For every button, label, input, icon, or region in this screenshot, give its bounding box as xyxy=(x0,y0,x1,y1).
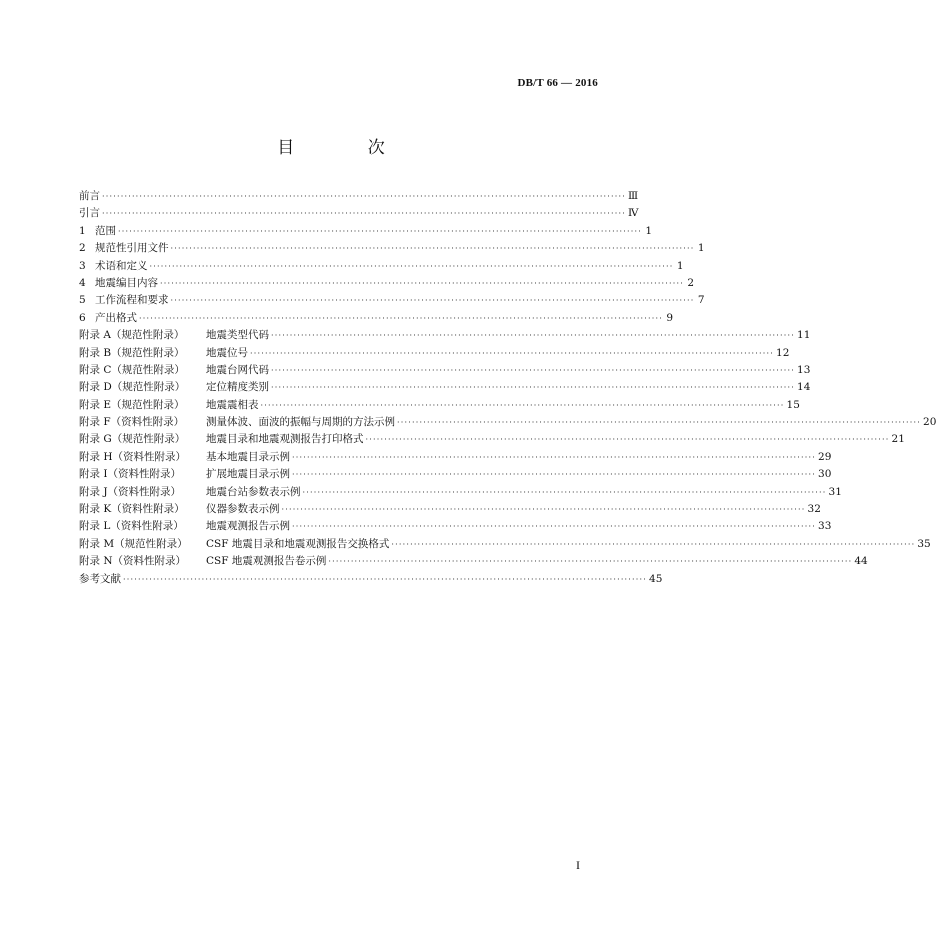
toc-entry-title: 定位精度类别 xyxy=(206,381,269,394)
toc-page-number: 35 xyxy=(917,537,931,550)
toc-entry-number: 3 xyxy=(79,259,86,272)
toc-page-number: 1 xyxy=(676,259,684,272)
toc-entry-label xyxy=(79,449,290,466)
toc-entry-title: 基本地震目录示例 xyxy=(206,450,290,463)
toc-page-number: 1 xyxy=(645,224,653,237)
toc-entry-label xyxy=(79,223,116,240)
toc-entry-title: 术语和定义 xyxy=(95,259,148,272)
toc-entry[interactable] xyxy=(79,362,811,379)
toc-entry-label xyxy=(79,379,269,396)
toc-leader-dots: ············································································································································ xyxy=(149,261,674,271)
toc-entry-title: 范围 xyxy=(95,224,116,237)
toc-entry[interactable] xyxy=(79,553,868,570)
toc-leader-dots: ············································································································································ xyxy=(102,209,627,219)
toc-entry-title: 前言 xyxy=(79,190,100,202)
toc-entry[interactable] xyxy=(79,431,905,448)
toc-page-number: 12 xyxy=(776,346,790,359)
toc-entry-title: 地震震相表 xyxy=(206,398,259,411)
toc-entry-title: 测量体波、面波的振幅与周期的方法示例 xyxy=(206,416,395,429)
toc-entry[interactable] xyxy=(79,258,684,275)
toc-entry-title: 工作流程和要求 xyxy=(95,294,169,307)
toc-entry[interactable] xyxy=(79,501,821,518)
toc-entry-title: 地震台网代码 xyxy=(206,363,269,376)
toc-page-number: 2 xyxy=(687,276,695,289)
toc-annex-id: 附录 H（资料性附录） xyxy=(79,450,186,463)
toc-entry-label xyxy=(79,501,280,518)
toc-leader-dots: ············································································································································ xyxy=(292,522,817,532)
toc-leader-dots: ············································································································································ xyxy=(328,557,853,567)
toc-entry[interactable] xyxy=(79,310,674,327)
toc-entry-label xyxy=(79,518,290,535)
standard-code: DB/T 66 — 2016 xyxy=(517,77,598,89)
toc-entry[interactable] xyxy=(79,536,931,553)
toc-entry-number: 1 xyxy=(79,224,86,237)
toc-entry-title: 引言 xyxy=(79,207,100,220)
toc-entry-title: 产出格式 xyxy=(95,311,137,324)
toc-page-number: 33 xyxy=(818,520,832,533)
toc-entry[interactable] xyxy=(79,518,832,535)
toc-leader-dots: ············································································································································ xyxy=(139,313,664,323)
toc-page-number: Ⅳ xyxy=(628,207,639,220)
toc-entry[interactable] xyxy=(79,484,842,501)
toc-entry[interactable] xyxy=(79,449,832,466)
toc-entry-title: 参考文献 xyxy=(79,572,121,585)
toc-annex-id: 附录 N（资料性附录） xyxy=(79,555,187,568)
toc-entry-label xyxy=(79,536,389,553)
toc-leader-dots: ············································································································································ xyxy=(271,365,796,375)
toc-entry-label xyxy=(79,205,100,222)
toc-entry-label xyxy=(79,240,169,257)
toc-entry[interactable] xyxy=(79,345,790,362)
toc-entry-title: 地震编目内容 xyxy=(95,276,158,289)
toc-page-number: 20 xyxy=(923,416,936,429)
toc-annex-id: 附录 B（规范性附录） xyxy=(79,346,185,359)
toc-entry[interactable] xyxy=(79,223,653,240)
toc-leader-dots: ············································································································································ xyxy=(292,452,817,462)
toc-leader-dots: ············································································································································ xyxy=(118,226,643,236)
toc-leader-dots: ············································································································································ xyxy=(250,348,775,358)
toc-entry-label xyxy=(79,466,290,483)
toc-page-number: 30 xyxy=(818,468,832,481)
toc-leader-dots: ············································································································································ xyxy=(271,331,796,341)
toc-entry-label xyxy=(79,327,269,344)
toc-entry-title: CSF 地震目录和地震观测报告交换格式 xyxy=(206,537,390,550)
toc-entry-label xyxy=(79,275,158,292)
toc-entry[interactable] xyxy=(79,379,811,396)
toc-leader-dots: ············································································································································ xyxy=(292,470,817,480)
toc-leader-dots: ············································································································································ xyxy=(123,574,648,584)
toc-entry-title: CSF 地震观测报告卷示例 xyxy=(206,555,327,568)
toc-entry-title: 地震类型代码 xyxy=(206,329,269,342)
page-title: 目 次 xyxy=(277,138,419,158)
toc-entry-label xyxy=(79,188,100,205)
toc-annex-id: 附录 C（规范性附录） xyxy=(79,363,185,376)
toc-entry-label xyxy=(79,484,301,501)
toc-entry-title: 地震台站参数表示例 xyxy=(206,485,301,498)
toc-page-number: Ⅲ xyxy=(628,190,639,202)
toc-page-number: 13 xyxy=(797,363,811,376)
toc-annex-id: 附录 G（规范性附录） xyxy=(79,433,186,446)
toc-annex-id: 附录 J（资料性附录） xyxy=(79,485,182,498)
toc-entry-label xyxy=(79,414,395,431)
toc-leader-dots: ············································································································································ xyxy=(302,487,827,497)
toc-entry[interactable] xyxy=(79,275,695,292)
toc-entry[interactable] xyxy=(79,466,832,483)
toc-page-number: 21 xyxy=(891,433,905,446)
toc-annex-id: 附录 F（资料性附录） xyxy=(79,416,185,429)
toc-entry-title: 地震位号 xyxy=(206,346,248,359)
toc-leader-dots: ············································································································································ xyxy=(391,539,916,549)
toc-page-number: 9 xyxy=(666,311,674,324)
toc-page-number: 44 xyxy=(854,555,868,568)
toc-annex-id: 附录 E（规范性附录） xyxy=(79,398,185,411)
toc-page-number: 32 xyxy=(807,503,821,516)
toc-leader-dots: ············································································································································ xyxy=(271,383,796,393)
toc-leader-dots: ············································································································································ xyxy=(397,418,922,428)
toc-annex-id: 附录 D（规范性附录） xyxy=(79,381,186,394)
toc-entry-title: 扩展地震目录示例 xyxy=(206,468,290,481)
toc-entry-title: 地震目录和地震观测报告打印格式 xyxy=(206,433,364,446)
toc-entry-label xyxy=(79,345,248,362)
toc-annex-id: 附录 L（资料性附录） xyxy=(79,520,184,533)
toc-entry-label xyxy=(79,292,169,309)
toc-entry-label xyxy=(79,310,137,327)
toc-entry[interactable] xyxy=(79,414,936,431)
toc-annex-id: 附录 I（资料性附录） xyxy=(79,468,181,481)
toc-page-number: 29 xyxy=(818,450,832,463)
toc-leader-dots: ············································································································································ xyxy=(260,400,785,410)
toc-entry[interactable] xyxy=(79,205,639,222)
toc-entry-title: 仪器参数表示例 xyxy=(206,503,280,516)
toc-entry-title: 地震观测报告示例 xyxy=(206,520,290,533)
page-number: I xyxy=(576,858,580,872)
toc-entry-number: 6 xyxy=(79,311,86,324)
toc-leader-dots: ············································································································································ xyxy=(160,278,685,288)
toc-page-number: 31 xyxy=(828,485,842,498)
toc-entry-label xyxy=(79,571,121,588)
toc-entry[interactable] xyxy=(79,292,705,309)
table-of-contents xyxy=(79,188,936,588)
toc-page-number: 15 xyxy=(786,398,800,411)
toc-entry-title: 规范性引用文件 xyxy=(95,242,169,255)
toc-page-number: 7 xyxy=(697,294,705,307)
toc-entry-number: 2 xyxy=(79,242,86,255)
toc-entry-number: 4 xyxy=(79,276,86,289)
toc-page-number: 11 xyxy=(797,329,811,342)
toc-annex-id: 附录 K（资料性附录） xyxy=(79,503,185,516)
toc-page-number: 45 xyxy=(649,572,663,585)
toc-leader-dots: ············································································································································ xyxy=(170,296,695,306)
toc-entry-number: 5 xyxy=(79,294,86,307)
toc-page-number: 14 xyxy=(797,381,811,394)
toc-entry[interactable] xyxy=(79,327,811,344)
toc-entry[interactable] xyxy=(79,240,705,257)
toc-entry[interactable] xyxy=(79,571,663,588)
toc-annex-id: 附录 A（规范性附录） xyxy=(79,329,185,342)
toc-entry-label xyxy=(79,258,148,275)
toc-entry-label xyxy=(79,431,364,448)
toc-annex-id: 附录 M（规范性附录） xyxy=(79,537,188,550)
toc-leader-dots: ············································································································································ xyxy=(281,505,806,515)
toc-entry[interactable] xyxy=(79,188,639,205)
toc-leader-dots: ············································································································································ xyxy=(170,244,695,254)
toc-leader-dots: ············································································································································ xyxy=(102,192,627,201)
toc-page-number: 1 xyxy=(697,242,705,255)
toc-entry-label xyxy=(79,362,269,379)
toc-entry[interactable] xyxy=(79,397,800,414)
toc-entry-label xyxy=(79,397,259,414)
toc-entry-label xyxy=(79,553,326,570)
toc-leader-dots: ············································································································································ xyxy=(365,435,890,445)
